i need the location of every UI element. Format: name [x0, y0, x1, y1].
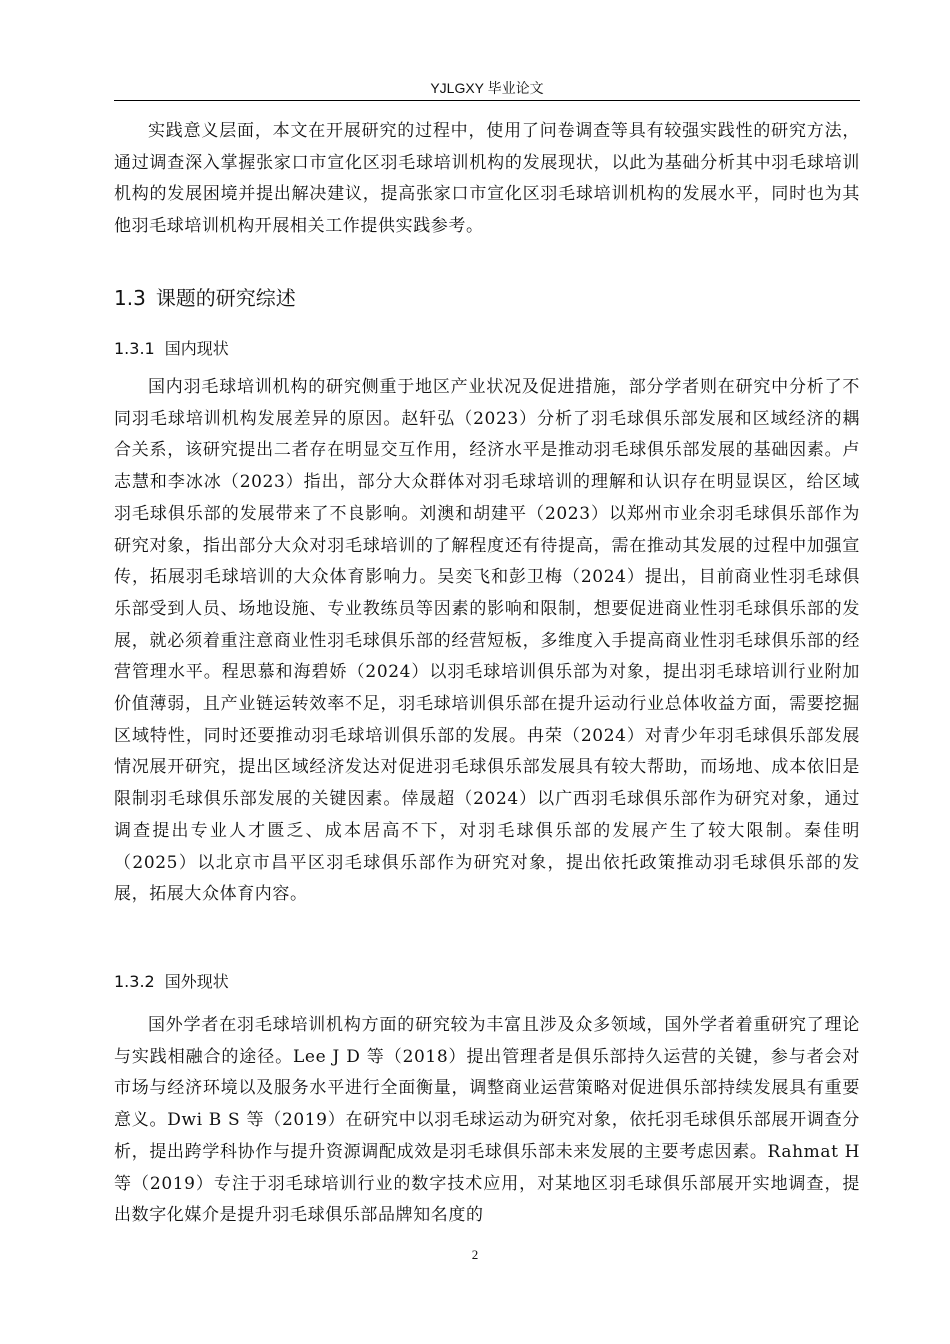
subsection-title: 国外现状	[164, 972, 229, 991]
domestic-paragraph-block	[114, 372, 860, 911]
intro-paragraph: 实践意义层面，本文在开展研究的过程中，使用了问卷调查等具有较强实践性的研究方法，通过调查深入掌握张家口市宣化区羽毛球培训机构的发展现状，以此为基础分析其中羽毛球培训机构的发展困境并提出解决建议，提高张家口市宣化区羽毛球培训机构的发展水平，同时也为其他羽毛球培训机构开展相关工作提供实践参考。	[114, 121, 860, 237]
foreign-paragraph: 国外学者在羽毛球培训机构方面的研究较为丰富且涉及众多领域，国外学者着重研究了理论与实践相融合的途径。Lee J D 等（2018）提出管理者是俱乐部持久运营的关键，参与者会对市场与经济环境以及服务水平进行全面衡量，调整商业运营策略对促进俱乐部持续发展具有重要意义。Dwi B S 等（2019）在研究中以羽毛球运动为研究对象，依托羽毛球俱乐部展开调查分析，提出跨学科协作与提升资源调配成效是羽毛球俱乐部未来发展的主要考虑因素。Rahmat H 等（2019）专注于羽毛球培训行业的数字技术应用，对某地区羽毛球俱乐部展开实地调查，提出数字化媒介是提升羽毛球俱乐部品牌知名度的	[114, 1015, 860, 1226]
intro-paragraph-block	[114, 116, 860, 243]
subsection-heading-1-3-1	[114, 337, 229, 361]
page-number: 2	[471, 1247, 479, 1262]
subsection-heading-1-3-2	[114, 970, 229, 994]
foreign-paragraph-block	[114, 1010, 860, 1232]
section-title: 课题的研究综述	[155, 286, 296, 310]
domestic-paragraph: 国内羽毛球培训机构的研究侧重于地区产业状况及促进措施，部分学者则在研究中分析了不同羽毛球培训机构发展差异的原因。赵轩弘（2023）分析了羽毛球俱乐部发展和区域经济的耦合关系，该研究提出二者存在明显交互作用，经济水平是推动羽毛球俱乐部发展的基础因素。卢志慧和李冰冰（2023）指出，部分大众群体对羽毛球培训的理解和认识存在明显误区，给区域羽毛球俱乐部的发展带来了不良影响。刘澳和胡建平（2023）以郑州市业余羽毛球俱乐部作为研究对象，指出部分大众对羽毛球培训的了解程度还有待提高，需在推动其发展的过程中加强宣传，拓展羽毛球培训的大众体育影响力。吴奕飞和彭卫梅（2024）提出，目前商业性羽毛球俱乐部受到人员、场地设施、专业教练员等因素的影响和限制，想要促进商业性羽毛球俱乐部的发展，就必须着重注意商业性羽毛球俱乐部的经营短板，多维度入手提高商业性羽毛球俱乐部的经营管理水平。程思慕和海碧娇（2024）以羽毛球培训俱乐部为对象，提出羽毛球培训行业附加价值薄弱，且产业链运转效率不足，羽毛球培训俱乐部在提升运动行业总体收益方面，需要挖掘区域特性，同时还要推动羽毛球培训俱乐部的发展。冉荣（2024）对青少年羽毛球俱乐部发展情况展开研究，提出区域经济发达对促进羽毛球俱乐部发展具有较大帮助，而场地、成本依旧是限制羽毛球俱乐部发展的关键因素。倖晟超（2024）以广西羽毛球俱乐部作为研究对象，通过调查提出专业人才匮乏、成本居高不下，对羽毛球俱乐部的发展产生了较大限制。秦佳明（2025）以北京市昌平区羽毛球俱乐部作为研究对象，提出依托政策推动羽毛球俱乐部的发展，拓展大众体育内容。	[114, 377, 860, 905]
subsection-title: 国内现状	[164, 339, 229, 358]
subsection-number: 1.3.1	[114, 339, 155, 358]
section-heading-1-3	[114, 284, 296, 312]
section-number: 1.3	[114, 286, 146, 310]
running-header: YJLGXY 毕业论文	[114, 76, 860, 101]
subsection-number: 1.3.2	[114, 972, 155, 991]
